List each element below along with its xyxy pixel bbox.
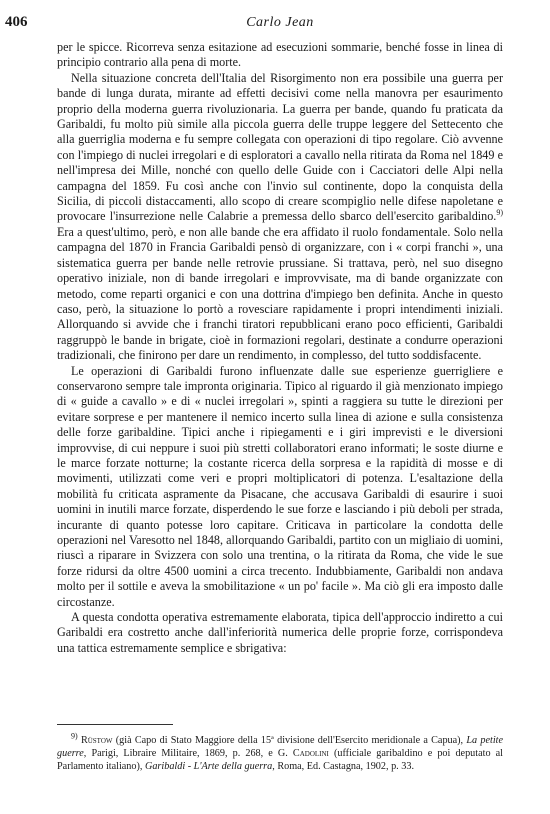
page-number: 406 xyxy=(5,14,28,30)
footnote-author-1: Rüstow xyxy=(80,735,113,746)
body-text xyxy=(57,40,503,656)
footnote-divider xyxy=(57,724,173,725)
footnote-marker: 9) xyxy=(71,731,78,741)
book-page xyxy=(5,10,503,773)
running-author: Carlo Jean xyxy=(246,15,314,30)
paragraph-1: per le spicce. Ricorreva senza esitazione ad esecuzioni sommarie, benché fosse in linea di principio contrario alla pena di morte. xyxy=(57,40,503,70)
footnote-text-4: , Roma, Ed. Castagna, 1902, p. 33. xyxy=(272,761,415,773)
paragraph-4: A questa condotta operativa estremamente elaborata, tipica dell'approccio indiretto a cui Garibaldi era costretto anche dall'inferiorità numerica delle proprie forze, corrispondeva una tattica estremamente semplice e sbrigativa: xyxy=(57,610,503,655)
footnote-title-1: La petite guerre xyxy=(57,735,503,760)
running-head xyxy=(5,10,503,34)
paragraph-2-part-b: Era a quest'ultimo, però, e non alle bande che era affidato il ruolo fondamentale. Solo nella campagna del 1870 in Francia Garibaldi pensò di organizzare, con i « corpi franchi », una sistematica guerra per bande nelle retrovie prussiane. Si trattava, però, nel suo disegno operativo iniziale, non di bande irregolari e improvvisate, ma di bande organizzate con metodo, come reparti organici e con una dottrina d'impiego ben definita. Anche in questo caso, però, la situazione lo portò a rovesciare rapidamente i propri intendimenti iniziali. Allorquando si avvide che i franchi tiratori repubblicani erano poco efficienti, Garibaldi raggruppò le bande in brigate, cioè in formazioni regolari, destinate a condurre operazioni tradizionali, che finirono per dare un rendimento, in complesso, del tutto soddisfacente. xyxy=(57,224,503,363)
footnote-author-2: Cadolini xyxy=(292,748,329,760)
footnote-text-1: (già Capo di Stato Maggiore della 15ª divisione dell'Esercito meridionale a Capua), xyxy=(112,735,467,746)
paragraph-2-part-a: Nella situazione concreta dell'Italia del Risorgimento non era possibile una guerra per bande di lunga durata, mirante ad effetti decisivi come nella manovra per esaurimento proprio della moderna guerra rivoluzionaria. La guerra per bande, quando fu praticata da Garibaldi, fu molto più simile alla piccola guerra delle truppe leggere del Settecento che alla guerriglia moderna e fu sempre collegata con operazioni di tipo regolare. Ciò avvenne con l'impiego di nuclei irregolari e di esploratori a cavallo nella ritirata da Roma nel 1849 e nell'impresa dei Mille, nonché con quello delle Guide con i Cacciatori delle Alpi nella campagna del 1859. Fu così anche con l'invio sul continente, dopo la conquista della Sicilia, di piccoli distaccamenti, allo scopo di creare scompiglio nelle difese napoletane e provocare l'insurrezione nelle Calabrie a premessa dello sbarco dell'esercito garibaldino. xyxy=(57,70,503,224)
footnote-9 xyxy=(57,731,503,774)
footnotes xyxy=(57,731,503,774)
paragraph-3: Le operazioni di Garibaldi furono influenzate dalle sue esperienze guerrigliere e conservarono sempre tale impronta originaria. Tipico al riguardo il già menzionato impiego di « guide a cavallo » e di « nuclei irregolari », spinti a raggiera su tutte le direzioni per evitare sorprese e per mantenere il nemico incerto sulla linea di azione e sulla consistenza delle forze garibaldine. Tipici anche i ripiegamenti e i giri imprevisti e le diversioni improvvise, di cui neppure i suoi più stretti collaboratori erano informati; le soste diurne e le marce forzate notturne; la costante ricerca della sorpresa e la rapidità di mosse e di movimenti, utilizzati come veri e propri moltiplicatori di potenza. L'esaltazione della mobilità fu criticata aspramente da Pisacane, che accusava Garibaldi di esaurire i suoi uomini in inutili marce forzate, disperdendo le sue forze e lasciando i più deboli per strada, incurante di quanto potesse loro capitare. Criticava in particolare la condotta delle operazioni nel Varesotto nel 1848, allorquando Garibaldi, partito con un migliaio di uomini, riuscì a riparare in Svizzera con solo una trentina, o la ritirata da Roma, che vide le sue forze ridursi da oltre 4500 uomini a circa trecento. Indubbiamente, Garibaldi non andava molto per il sottile e aveva la smobilitazione « un po' facile ». Ma ciò gli era imposto dalle circostanze. xyxy=(57,363,503,609)
footnote-title-2: Garibaldi - L'Arte della guerra xyxy=(144,761,273,773)
footnote-reference-9[interactable]: 9) xyxy=(496,208,503,218)
paragraph-2 xyxy=(57,71,503,364)
footnote-text-2: , Parigi, Libraire Militaire, 1869, p. 268, e G. xyxy=(83,748,293,760)
footnote-text-3: (ufficiale garibaldino e poi deputato al Parlamento italiano), xyxy=(57,748,503,773)
